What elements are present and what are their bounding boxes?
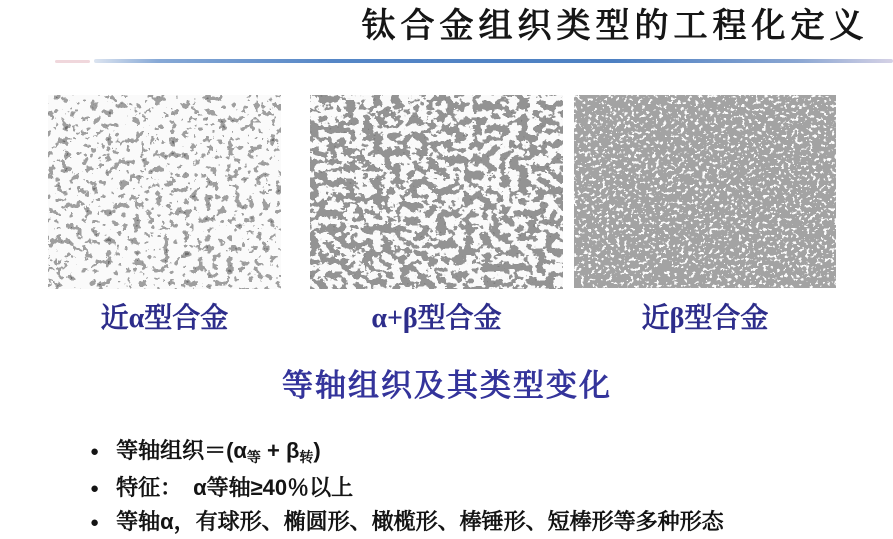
micrograph-label-near-alpha: 近α型合金 — [100, 303, 229, 334]
micrograph-near-beta-image — [574, 95, 836, 288]
formula-mid: + β — [260, 438, 300, 463]
formula-subscript-beta: 转 — [299, 449, 314, 465]
section-caption: 等轴组织及其类型变化 — [282, 368, 612, 403]
micrograph-near-beta — [574, 95, 836, 288]
slide-title: 钛合金组织类型的工程化定义 — [361, 8, 869, 45]
formula-prefix: 等轴组织＝(α — [116, 438, 247, 463]
micrograph-near-alpha — [48, 95, 281, 289]
bullet-icon: ● — [90, 514, 100, 531]
bullet-icon: ● — [90, 443, 100, 460]
bullet-item-formula — [90, 439, 860, 469]
micrograph-label-alpha-beta: α+β型合金 — [371, 303, 502, 334]
bullet-item-feature — [90, 476, 860, 503]
title-underline — [94, 59, 893, 63]
divider-pink-mark — [55, 60, 90, 63]
bullet-icon: ● — [90, 480, 100, 497]
micrograph-label-near-beta: 近β型合金 — [641, 303, 769, 334]
bullet-list — [90, 439, 860, 539]
bullet-text-feature: 特征： α等轴≥40％以上 — [116, 475, 354, 500]
bullet-item-shapes — [90, 510, 860, 537]
micrograph-alpha-beta — [310, 95, 563, 289]
formula-subscript-alpha: 等 — [246, 449, 261, 465]
micrograph-near-alpha-image — [48, 95, 281, 289]
formula-suffix: ) — [313, 438, 321, 463]
bullet-text-shapes: 等轴α，有球形、椭圆形、橄榄形、棒锤形、短棒形等多种形态 — [116, 509, 724, 534]
micrograph-alpha-beta-image — [310, 95, 563, 289]
bullet-text-formula — [116, 439, 321, 469]
